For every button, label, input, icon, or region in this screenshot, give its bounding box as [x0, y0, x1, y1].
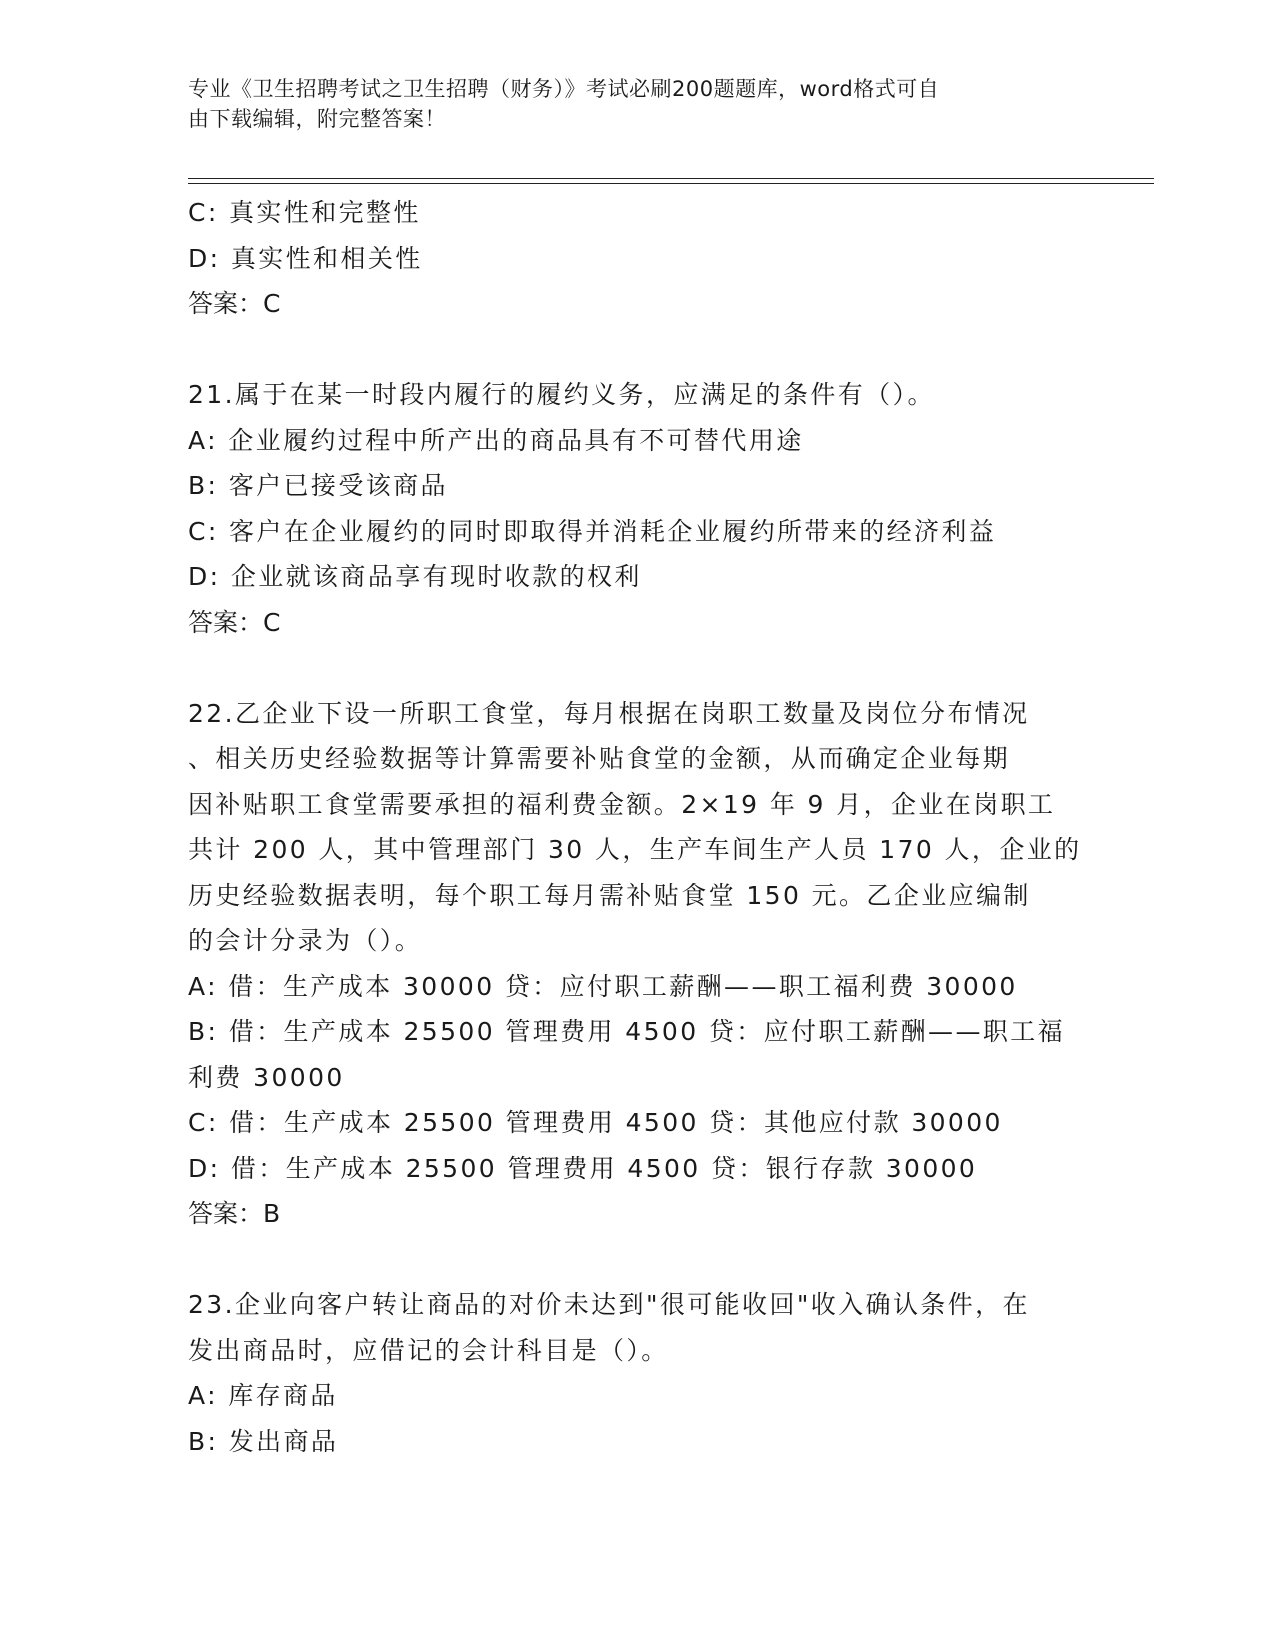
question-20-option-d: D: 真实性和相关性: [188, 243, 423, 273]
question-22-stem-line: 因补贴职工食堂需要承担的福利费金额。2×19 年 9 月，企业在岗职工: [188, 789, 1056, 819]
question-21-option-d: D: 企业就该商品享有现时收款的权利: [188, 562, 642, 591]
question-22-answer: 答案：B: [188, 1199, 281, 1228]
question-22-option-b-line: B: 借：生产成本 25500 管理费用 4500 贷：应付职工薪酬——职工福: [188, 1017, 1066, 1046]
question-22-option-c: C: 借：生产成本 25500 管理费用 4500 贷：其他应付款 30000: [188, 1108, 1003, 1137]
question-22-option-a: A: 借：生产成本 30000 贷：应付职工薪酬——职工福利费 30000: [188, 971, 1018, 1001]
question-21-option-b: B: 客户已接受该商品: [188, 471, 448, 500]
question-20-tail: [188, 190, 1088, 327]
question-22-stem-line: 的会计分录为（）。: [188, 926, 423, 955]
question-23: [188, 1282, 1088, 1464]
question-21: [188, 372, 1088, 645]
question-list: [188, 190, 1088, 1464]
question-21-answer: 答案：C: [188, 607, 281, 637]
question-22-stem-line: 、相关历史经验数据等计算需要补贴食堂的金额，从而确定企业每期: [188, 744, 1011, 773]
question-20-option-c: C: 真实性和完整性: [188, 198, 421, 227]
question-21-option-c: C: 客户在企业履约的同时即取得并消耗企业履约所带来的经济利益: [188, 516, 997, 546]
question-spacer: [188, 1237, 1088, 1283]
header-divider-bottom: [188, 183, 1154, 184]
header-line-2: 由下载编辑，附完整答案！: [188, 107, 446, 131]
question-22-stem-line: 22.乙企业下设一所职工食堂，每月根据在岗职工数量及岗位分布情况: [188, 698, 1030, 728]
question-21-stem: 21.属于在某一时段内履行的履约义务，应满足的条件有（）。: [188, 380, 935, 409]
question-spacer: [188, 645, 1088, 691]
question-23-option-b: B: 发出商品: [188, 1426, 339, 1456]
question-22-stem-line: 历史经验数据表明，每个职工每月需补贴食堂 150 元。乙企业应编制: [188, 880, 1031, 910]
question-23-stem-line: 23.企业向客户转让商品的对价未达到"很可能收回"收入确认条件，在: [188, 1290, 1030, 1319]
question-spacer: [188, 327, 1088, 373]
header-line-1: 专业《卫生招聘考试之卫生招聘（财务）》考试必刷200题题库，word格式可自: [188, 77, 940, 101]
question-23-stem-line: 发出商品时，应借记的会计科目是（）。: [188, 1335, 669, 1365]
question-22-option-d: D: 借：生产成本 25500 管理费用 4500 贷：银行存款 30000: [188, 1153, 978, 1183]
header-divider-top: [188, 178, 1154, 179]
question-22-option-b-line: 利费 30000: [188, 1062, 345, 1092]
question-20-answer: 答案：C: [188, 289, 281, 318]
question-23-option-a: A: 库存商品: [188, 1381, 338, 1410]
question-22: [188, 691, 1088, 1237]
question-22-stem-line: 共计 200 人，其中管理部门 30 人，生产车间生产人员 170 人，企业的: [188, 835, 1082, 864]
question-21-option-a: A: 企业履约过程中所产出的商品具有不可替代用途: [188, 425, 804, 455]
document-header: [188, 74, 1068, 134]
